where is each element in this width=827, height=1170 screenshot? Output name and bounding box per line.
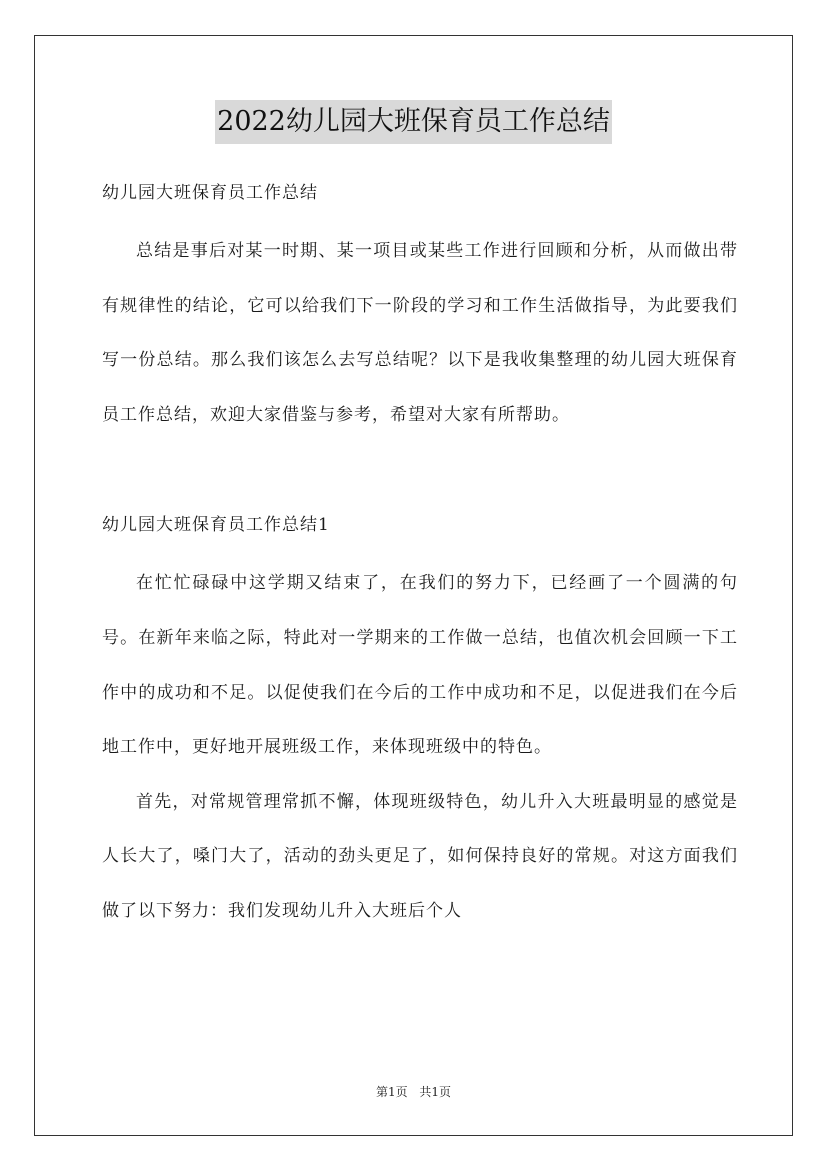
page-footer <box>0 1084 827 1100</box>
intro-heading: 幼儿园大班保育员工作总结 <box>102 183 318 203</box>
page-total: 共1页 <box>419 1085 452 1099</box>
section1-heading: 幼儿园大班保育员工作总结1 <box>102 515 330 536</box>
spacer <box>102 217 738 224</box>
spacer <box>102 442 738 502</box>
section1-paragraph-1: 在忙忙碌碌中这学期又结束了，在我们的努力下，已经画了一个圆满的句号。在新年来临之际，特此对一学期来的工作做一总结，也值次机会回顾一下工作中的成功和不足。以促使我们在今后的工作中成功和不足，以促进我们在今后地工作中，更好地开展班级工作，来体现班级中的特色。 <box>102 573 738 758</box>
intro-paragraph: 总结是事后对某一时期、某一项目或某些工作进行回顾和分析，从而做出带有规律性的结论，它可以给我们下一阶段的学习和工作生活做指导，为此要我们写一份总结。那么我们该怎么去写总结呢？以下是我收集整理的幼儿园大班保育员工作总结，欢迎大家借鉴与参考，希望对大家有所帮助。 <box>102 241 738 425</box>
page-number: 第1页 <box>375 1085 408 1099</box>
section1-paragraph-2: 首先，对常规管理常抓不懈，体现班级特色，幼儿升入大班最明显的感觉是人长大了，嗓门大了，活动的劲头更足了，如何保持良好的常规。对这方面我们做了以下努力：我们发现幼儿升入大班后个人 <box>102 791 738 921</box>
document-title-container <box>0 100 827 144</box>
document-body <box>102 170 738 939</box>
spacer <box>102 549 738 556</box>
document-title: 2022幼儿园大班保育员工作总结 <box>215 100 612 144</box>
